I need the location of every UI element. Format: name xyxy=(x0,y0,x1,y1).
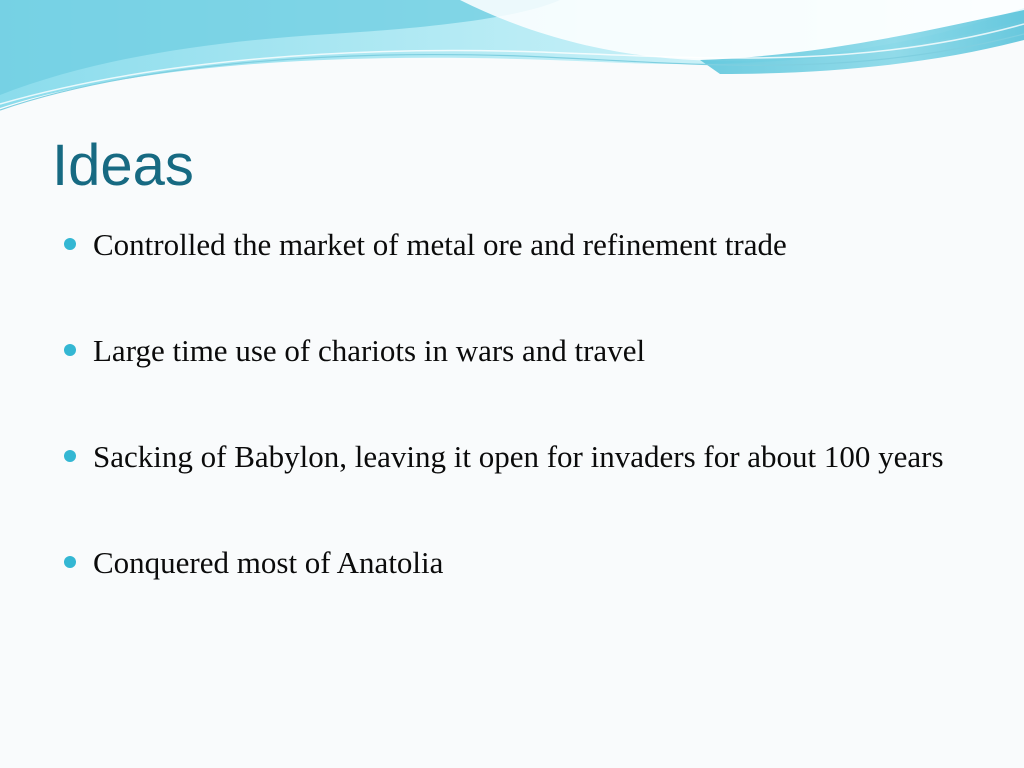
bullet-item xyxy=(60,540,960,585)
bullet-item xyxy=(60,434,960,479)
bullet-list xyxy=(60,222,960,585)
bullet-text: Conquered most of Anatolia xyxy=(93,545,444,580)
header-wave-decoration xyxy=(0,0,1024,120)
bullet-dot-icon xyxy=(64,238,76,250)
bullet-dot-icon xyxy=(64,450,76,462)
bullet-text: Sacking of Babylon, leaving it open for invaders for about 100 years xyxy=(93,439,944,474)
bullet-text: Controlled the market of metal ore and refinement trade xyxy=(93,227,787,262)
bullet-dot-icon xyxy=(64,344,76,356)
bullet-text: Large time use of chariots in wars and travel xyxy=(93,333,646,368)
bullet-dot-icon xyxy=(64,556,76,568)
bullet-item xyxy=(60,222,960,267)
bullet-item xyxy=(60,328,960,373)
slide-title: Ideas xyxy=(52,133,194,198)
